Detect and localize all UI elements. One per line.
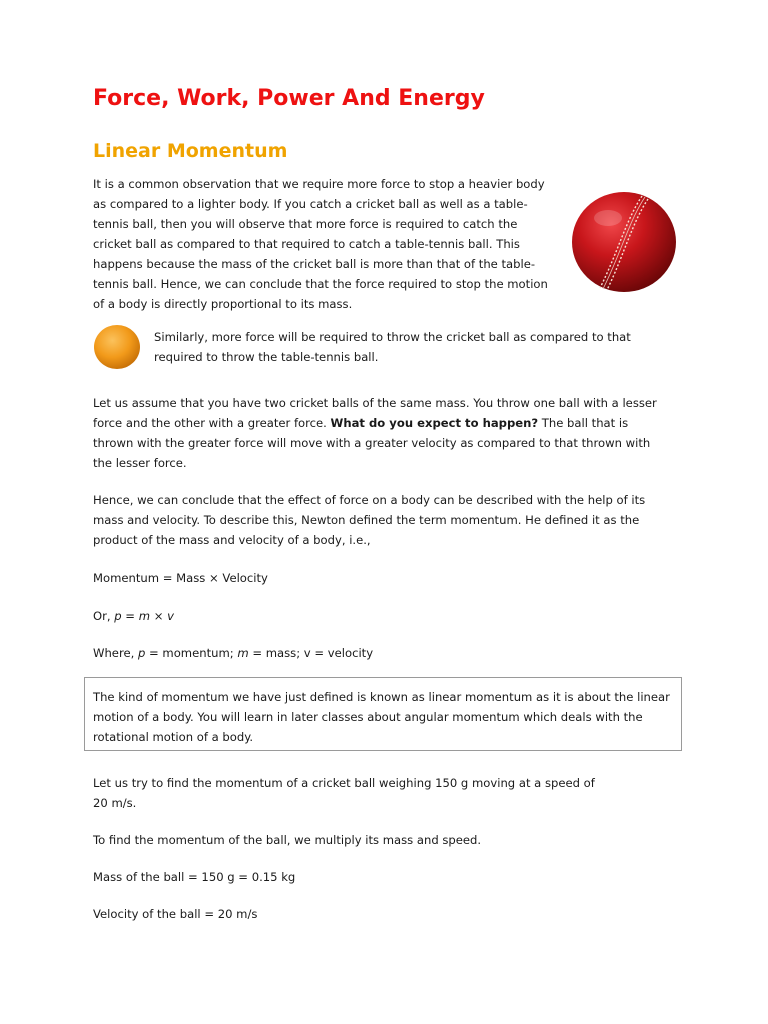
formula-prefix: Or, bbox=[93, 609, 115, 623]
cricket-ball-image bbox=[570, 190, 678, 294]
formula-m: m bbox=[138, 609, 151, 623]
conclude-paragraph bbox=[93, 490, 645, 550]
assume-line: thrown with the greater force will move with a greater velocity as compared to that thrown with bbox=[93, 436, 651, 450]
velocity-line: Velocity of the ball = 20 m/s bbox=[93, 907, 258, 921]
intro-line: tennis ball, then you will observe that more force is required to catch the bbox=[93, 217, 518, 231]
where-prefix: Where, bbox=[93, 646, 138, 660]
where-definitions bbox=[93, 643, 373, 663]
assume-line: Let us assume that you have two cricket balls of the same mass. You throw one ball with a lesser bbox=[93, 396, 657, 410]
throw-paragraph bbox=[154, 327, 631, 367]
conclude-line: mass and velocity. To describe this, Newton defined the term momentum. He defined it as the bbox=[93, 513, 640, 527]
conclude-line: product of the mass and velocity of a body, i.e., bbox=[93, 533, 371, 547]
note-line: motion of a body. You will learn in later classes about angular momentum which deals with the bbox=[93, 710, 643, 724]
formula-times: × bbox=[150, 609, 168, 623]
where-m: m bbox=[237, 646, 249, 660]
formula-symbols bbox=[93, 606, 174, 626]
intro-paragraph bbox=[93, 174, 548, 314]
table-tennis-ball-image bbox=[93, 324, 141, 370]
example-line: 20 m/s. bbox=[93, 796, 137, 810]
note-line: The kind of momentum we have just defined is known as linear momentum as it is about the linear bbox=[93, 690, 670, 704]
conclude-line: Hence, we can conclude that the effect of force on a body can be described with the help of its bbox=[93, 493, 646, 507]
example-paragraph bbox=[93, 773, 595, 813]
where-p: p bbox=[137, 646, 146, 660]
formula-v: v bbox=[167, 609, 174, 623]
assume-line: the lesser force. bbox=[93, 456, 187, 470]
mass-line: Mass of the ball = 150 g = 0.15 kg bbox=[93, 870, 296, 884]
intro-line: as compared to a lighter body. If you catch a cricket ball as well as a table- bbox=[93, 197, 528, 211]
assume-text: force and the other with a greater force. bbox=[93, 416, 331, 430]
document-title: Force, Work, Power And Energy bbox=[93, 86, 485, 111]
note-line: rotational motion of a body. bbox=[93, 730, 254, 744]
assume-line bbox=[93, 413, 657, 433]
intro-line: cricket ball as compared to that required to catch a table-tennis ball. This bbox=[93, 237, 520, 251]
formula-p: p bbox=[114, 609, 122, 623]
formula-eq: = bbox=[121, 609, 139, 623]
question-emphasis: What do you expect to happen? bbox=[330, 416, 539, 430]
assume-text: The ball that is bbox=[538, 416, 629, 430]
multiply-line: To find the momentum of the ball, we multiply its mass and speed. bbox=[93, 833, 482, 847]
throw-line: required to throw the table-tennis ball. bbox=[154, 350, 379, 364]
intro-line: It is a common observation that we require more force to stop a heavier body bbox=[93, 177, 545, 191]
assume-paragraph bbox=[93, 393, 657, 473]
where-p-def: = momentum; bbox=[145, 646, 238, 660]
intro-line: tennis ball. Hence, we can conclude that the force required to stop the motion bbox=[93, 277, 548, 291]
throw-line: Similarly, more force will be required to throw the cricket ball as compared to that bbox=[154, 330, 631, 344]
intro-line: of a body is directly proportional to its mass. bbox=[93, 297, 353, 311]
example-line: Let us try to find the momentum of a cricket ball weighing 150 g moving at a speed of bbox=[93, 776, 595, 790]
section-title: Linear Momentum bbox=[93, 140, 288, 162]
formula-words: Momentum = Mass × Velocity bbox=[93, 571, 268, 585]
note-paragraph bbox=[93, 687, 670, 747]
intro-line: happens because the mass of the cricket ball is more than that of the table- bbox=[93, 257, 536, 271]
where-m-def: = mass; v = velocity bbox=[248, 646, 374, 660]
